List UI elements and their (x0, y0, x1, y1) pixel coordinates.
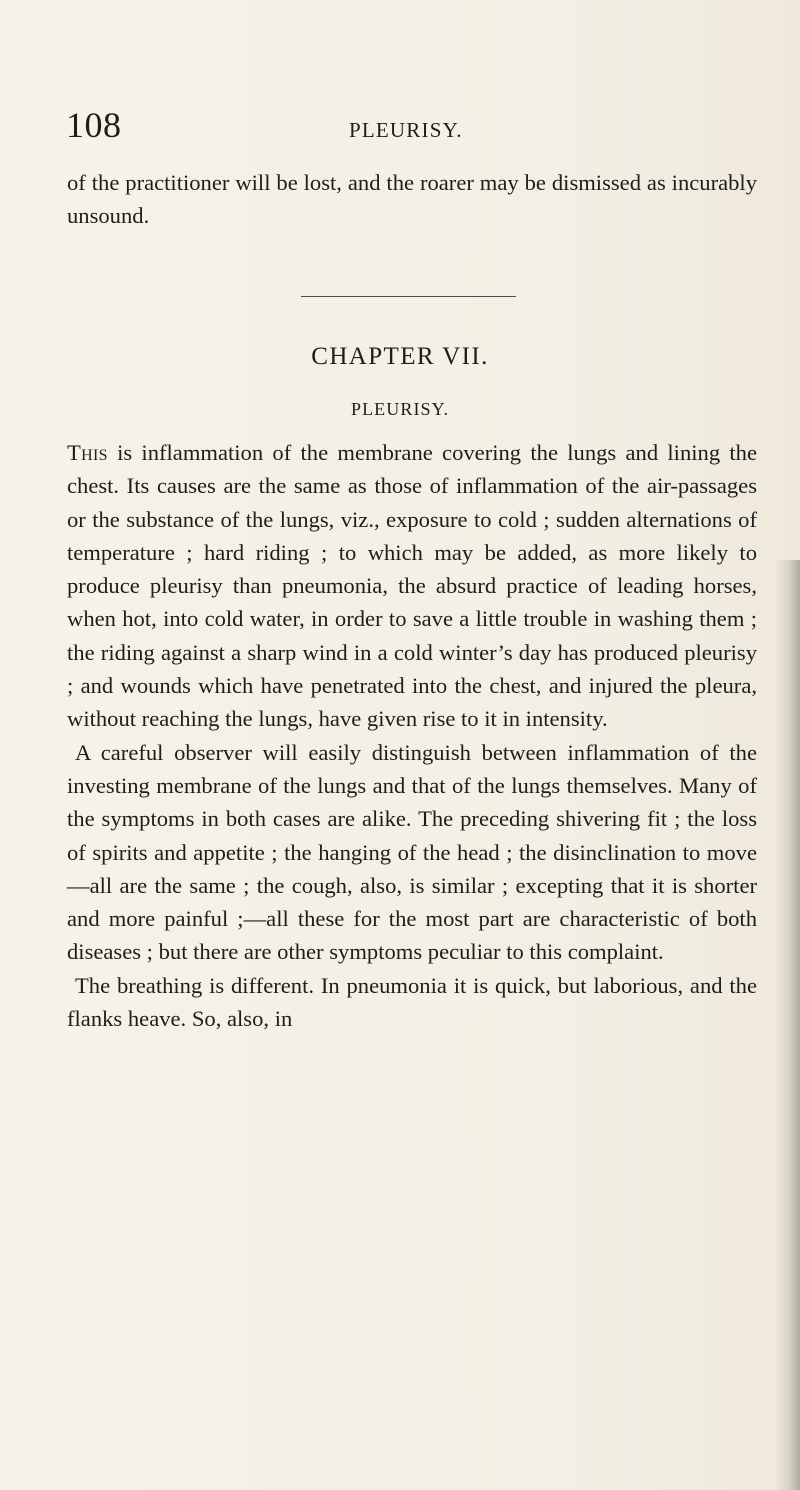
paragraph-1-rest: is inflammation of the membrane covering the lungs and lining the chest. Its causes are the same as those of inflammation of the air-passages or the substance of the lungs, viz., exposure to cold ; sudden alternations of temperature ; hard riding ; to which may be added, as more likely to produce pleurisy than pneumonia, the absurd practice of leading horses, when hot, into cold water, in order to save a little trouble in washing them ; the riding against a sharp wind in a cold winter’s day has produced pleurisy ; and wounds which have penetrated into the chest, and injured the pleura, without reaching the lungs, have given rise to it in intensity. (67, 440, 757, 732)
paragraph-3: The breathing is different. In pneumonia it is quick, but laborious, and the flanks heave. So, also, in (67, 972, 757, 1032)
paragraph-2: A careful observer will easily distinguish between inflammation of the investing membrane of the lungs and that of the lungs themselves. Many of the symptoms in both cases are alike. The preceding shivering fit ; the loss of spirits and appetite ; the hanging of the head ; the disinclination to move—all are the same ; the cough, also, is similar ; excepting that it is shorter and more painful ;—all these for the most part are characteristic of both diseases ; but there are other symptoms peculiar to this complaint. (67, 739, 757, 965)
opening-paragraph-block (67, 166, 757, 233)
opening-paragraph: of the practitioner will be lost, and the roarer may be dismissed as incurably unsound. (67, 170, 757, 229)
running-head: PLEURISY. (349, 118, 463, 142)
section-title: PLEURISY. (350, 399, 450, 419)
paragraph-1 (67, 436, 757, 736)
main-text-block (67, 436, 757, 1035)
chapter-title: CHAPTER VII. (311, 343, 489, 370)
page-number: 108 (66, 105, 122, 145)
page-edge-shadow (774, 560, 800, 1490)
paragraph-1-first-word: This (67, 440, 108, 465)
section-divider (301, 296, 516, 297)
page-header (66, 103, 756, 147)
